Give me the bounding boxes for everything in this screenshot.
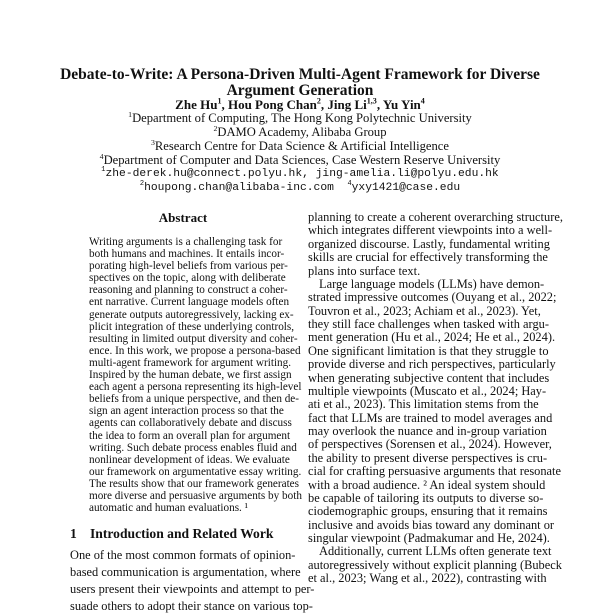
- text-line: autoregressively without explicit planning (Bubeck: [308, 557, 562, 572]
- author-name: Jing Li: [327, 97, 367, 112]
- text-line: One of the most common formats of opinion-: [70, 548, 296, 562]
- text-line: ciodemographic groups, ensuring that it remains: [308, 504, 548, 519]
- affiliation: [0, 139, 600, 154]
- text-line: generate outputs autoregressively, lacking ex-: [89, 308, 294, 321]
- text-line: spectives on the topic, along with deliberate: [89, 272, 286, 285]
- text-line: Additionally, current LLMs often generate text: [319, 544, 552, 559]
- author-name: Hou Pong Chan: [227, 97, 317, 112]
- paper-title-line-2: Argument Generation: [226, 82, 374, 99]
- text-line: be capable of tailoring its outputs to diverse so-: [308, 490, 544, 505]
- email-mark: 1: [101, 166, 106, 175]
- text-line: porating high-level beliefs from various per-: [89, 260, 288, 273]
- text-line: beliefs from a unique perspective, and then de-: [89, 393, 299, 406]
- text-line: The results show that our framework generates: [89, 477, 300, 490]
- text-line: planning to create a coherent overarching structure,: [308, 210, 563, 224]
- affil-mark: 4: [99, 151, 104, 161]
- paragraph: [308, 210, 563, 278]
- affiliation: [0, 153, 600, 168]
- text-line: may overlook the nuance and in-group variation: [308, 424, 547, 438]
- section-number: 1: [70, 526, 77, 541]
- text-line: writing. Such debate process enables fluid and: [89, 441, 297, 454]
- affiliation: [0, 111, 600, 126]
- email-line: [0, 168, 600, 180]
- text-line: suade others to adopt their stance on various top-: [70, 598, 313, 613]
- section-title: Introduction and Related Work: [90, 526, 274, 541]
- text-line: reasoning and planning to construct a coher-: [89, 284, 288, 297]
- intro-left-column: [70, 547, 315, 615]
- email-text: houpong.chan@alibaba-inc.com: [144, 182, 334, 194]
- text-line: with a broad audience. ² An ideal system should: [308, 477, 546, 492]
- affil-mark: 3: [151, 137, 155, 147]
- text-line: more diverse and persuasive arguments by both: [89, 489, 302, 502]
- text-line: plicit integration of these underlying controls,: [89, 320, 295, 333]
- email-text: yxy1421@case.edu: [351, 182, 461, 194]
- text-line: organized discourse. Lastly, fundamental writing: [308, 236, 550, 251]
- text-line: both humans and machines. It entails incor-: [89, 248, 285, 261]
- affil-mark: 2: [213, 123, 218, 133]
- text-line: which integrates different viewpoints into a well-: [308, 223, 553, 238]
- email-line: [0, 182, 600, 194]
- text-line: plans into surface text.: [308, 263, 421, 278]
- author-affil-mark: 1: [217, 96, 222, 106]
- text-line: when generating subjective content that includes: [308, 370, 550, 385]
- text-line: ent narrative. Current language models often: [89, 296, 290, 309]
- text-line: automatic and human evaluations. ¹: [89, 502, 249, 515]
- text-line: singular viewpoint (Padmakumar and He, 2024).: [308, 531, 550, 545]
- author-list: Zhe Hu$^1$, Hou Pong Chan$^2$, Jing Li$^{1,3}$, Yu Yin$^4$: [175, 96, 425, 112]
- abstract-body: [89, 236, 302, 515]
- text-line: strated impressive outcomes (Ouyang et al., 2022;: [308, 290, 557, 305]
- paragraph: [308, 544, 562, 586]
- email-text: zhe-derek.hu@connect.polyu.hk, jing-amelia.li@polyu.edu.hk: [105, 168, 499, 180]
- text-line: et al., 2023; Wang et al., 2022), contrasting with: [308, 571, 547, 586]
- affil-text: Department of Computer and Data Sciences, Case Western Reserve University: [103, 153, 501, 167]
- text-line: resulting in limited output diversity and coher-: [89, 332, 298, 345]
- text-line: based communication is argumentation, where: [70, 564, 301, 579]
- text-line: ati et al., 2023). This limitation stems from the: [308, 397, 539, 412]
- text-line: each agent a persona representing its high-level: [89, 381, 302, 394]
- text-line: users present their viewpoints and attempt to per-: [70, 581, 315, 596]
- text-line: Writing arguments is a challenging task for: [89, 236, 283, 248]
- text-line: Touvron et al., 2023; Achiam et al., 2023). Yet,: [308, 303, 541, 318]
- text-line: inclusive and avoids bias toward any dominant or: [308, 517, 555, 532]
- text-line: sign an agent interaction process so that the: [89, 405, 284, 418]
- author-name: Zhe Hu: [175, 97, 218, 112]
- author-affil-mark: 1,3: [366, 96, 377, 106]
- text-line: skills are crucial for effectively transforming the: [308, 250, 548, 265]
- affil-mark: 1: [128, 109, 133, 119]
- text-line: cial for crafting persuasive arguments that resonate: [308, 464, 561, 479]
- text-line: of perspectives (Sorensen et al., 2024). However,: [308, 437, 552, 452]
- author-affil-mark: 2: [316, 96, 321, 106]
- text-line: nonlinear development of ideas. We evaluate: [89, 453, 290, 466]
- text-line: ment generation (Hu et al., 2024; He et al., 2024).: [308, 330, 556, 345]
- paragraph: [70, 547, 315, 615]
- text-line: multiple viewpoints (Muscato et al., 2024; Hay-: [308, 383, 547, 398]
- intro-right-column: [308, 210, 563, 586]
- text-line: Large language models (LLMs) have demon-: [319, 276, 545, 291]
- abstract-heading: Abstract: [158, 210, 208, 225]
- text-line: One significant limitation is that they struggle to: [308, 343, 549, 358]
- text-line: Inspired by the human debate, we first assign: [89, 369, 292, 382]
- email-mark: 4: [347, 180, 352, 189]
- text-line: fact that LLMs are trained to model averages and: [308, 410, 553, 425]
- text-line: they still face challenges when tasked with argu-: [308, 317, 549, 331]
- text-line: agents can collaboratively debate and discuss: [89, 417, 292, 430]
- paper-title-line-1: Debate-to-Write: A Persona-Driven Multi-Agent Framework for Diverse: [60, 66, 540, 83]
- author-name: Yu Yin: [382, 97, 421, 112]
- text-line: our framework on argumentative essay writing.: [89, 465, 302, 478]
- affil-text: Department of Computing, The Hong Kong Polytechnic University: [132, 111, 472, 125]
- author-affil-mark: 4: [420, 96, 425, 106]
- section-heading: [70, 526, 273, 542]
- paragraph: [89, 236, 302, 515]
- text-line: ence. In this work, we propose a persona-based: [89, 344, 301, 357]
- paragraph: [308, 276, 561, 546]
- affil-text: Research Centre for Data Science & Artificial Intelligence: [154, 139, 449, 153]
- email-mark: 2: [139, 180, 145, 189]
- affil-text: DAMO Academy, Alibaba Group: [217, 125, 387, 139]
- affiliation: [0, 125, 600, 140]
- text-line: the ability to present diverse perspectives is cru-: [308, 450, 548, 465]
- text-line: the idea to form an overall plan for argument: [89, 429, 291, 442]
- text-line: multi-agent framework for argument writing.: [89, 356, 292, 369]
- text-line: provide diverse and rich perspectives, particularly: [308, 357, 556, 372]
